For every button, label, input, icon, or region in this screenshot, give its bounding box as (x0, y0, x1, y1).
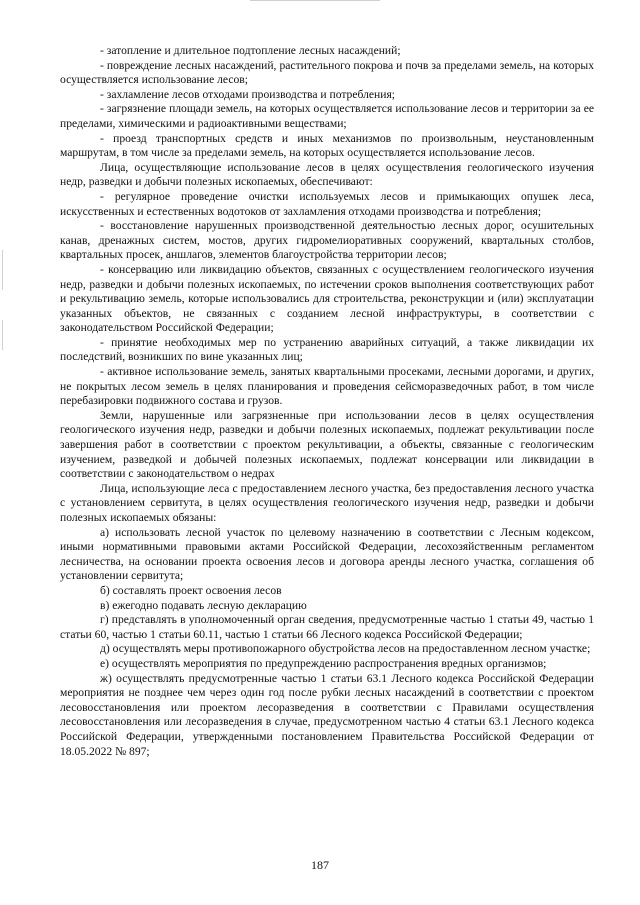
paragraph: е) осуществлять мероприятия по предупреждению распространения вредных организмов; (100, 656, 547, 670)
paragraph: б) составлять проект освоения лесов (100, 583, 282, 597)
paragraph: г) представлять в уполномоченный орган сведения, предусмотренные частью 1 статьи 49, частью 1 статьи 60, частью 1 статьи 60.11, частью 1 статьи 66 Лесного кодекса Российской Федерации; (60, 613, 594, 641)
paragraph: Лица, использующие леса с предоставлением лесного участка, без предоставления лесного участка с установлением сервитута, в целях осуществления геологического изучения недр, разведки и добычи полезных ископаемых обязаны: (60, 481, 594, 524)
paragraph: - восстановление нарушенных производственной деятельностью лесных дорог, осушительных канав, дренажных систем, мостов, других гидромелиоративных сооружений, квартальных столбов, квартальных просек, аншлагов, элементов благоустройства территории лесов; (60, 219, 594, 262)
document-page (60, 44, 594, 759)
paragraph: - активное использование земель, занятых квартальными просеками, лесными дорогами, и других, не покрытых лесом земель в целях планирования и проведения сейсморазведочных работ, в том числе перебазировки подвижного состава и грузов. (60, 365, 594, 408)
paragraph: - загрязнение площади земель, на которых осуществляется использование лесов и территории за ее пределами, химическими и радиоактивными веществами; (60, 102, 594, 130)
paragraph: - повреждение лесных насаждений, растительного покрова и почв за пределами земель, на которых осуществляется использование лесов; (60, 58, 594, 87)
paragraph: а) использовать лесной участок по целевому назначению в соответствии с Лесным кодексом, иными нормативными правовыми актами Российской Федерации, лесохозяйственным регламентом лесничества, на основании проекта освоения лесов и договора аренды лесного участка, соглашения об установлении сервитута; (60, 525, 594, 583)
top-edge-line (250, 0, 380, 1)
paragraph: - принятие необходимых мер по устранению аварийных ситуаций, а также ликвидации их последствий, возникших по вине указанных лиц; (60, 335, 594, 364)
margin-mark (2, 250, 3, 290)
paragraph: - затопление и длительное подтопление лесных насаждений; (100, 44, 401, 57)
paragraph: Земли, нарушенные или загрязненные при использовании лесов в целях осуществления геологического изучения недр, разведки и добычи полезных ископаемых, подлежат рекультивации после завершения работ в соответствии с проектом рекультивации, а объекты, связанные с геологическим изучением, разведкой и добычей полезных ископаемых, подлежат консервации или ликвидации в соответствии с законодательством о недрах (60, 408, 594, 481)
paragraph: в) ежегодно подавать лесную декларацию (100, 598, 307, 612)
paragraph: Лица, осуществляющие использование лесов в целях осуществления геологического изучения недр, разведки и добычи полезных ископаемых, обеспечивают: (60, 160, 594, 189)
paragraph: - регулярное проведение очистки используемых лесов и примыкающих опушек леса, искусственных и естественных водотоков от захламления отходами производства и потребления; (60, 189, 594, 218)
paragraph: - проезд транспортных средств и иных механизмов по произвольным, неустановленным маршрутам, в том числе за пределами земель, на которых осуществляется использование лесов. (60, 131, 594, 160)
paragraph: ж) осуществлять предусмотренные частью 1 статьи 63.1 Лесного кодекса Российской Федерации мероприятия не позднее чем через один год после рубки лесных насаждений в соответствии с проектом лесовосстановления или проектом лесоразведения в соответствии с Правилами осуществления лесовосстановления или лесоразведения в случае, предусмотренном частью 4 статьи 63.1 Лесного кодекса Российской Федерации, утвержденными постановлением Правительства Российской Федерации от 18.05.2022 № 897; (60, 671, 594, 758)
paragraph: д) осуществлять меры противопожарного обустройства лесов на предоставленном лесном участке; (100, 642, 591, 656)
paragraph: - консервацию или ликвидацию объектов, связанных с осуществлением геологического изучения недр, разведки и добычи полезных ископаемых, по истечении сроков выполнения соответствующих работ и рекультивацию земель, которые использовались для строительства, реконструкции и (или) эксплуатации указанных объектов, не связанных с созданием лесной инфраструктуры, в соответствии с законодательством Российской Федерации; (60, 262, 594, 335)
margin-mark (2, 320, 3, 350)
page-number: 187 (311, 858, 329, 872)
paragraph: - захламление лесов отходами производства и потребления; (100, 87, 396, 101)
